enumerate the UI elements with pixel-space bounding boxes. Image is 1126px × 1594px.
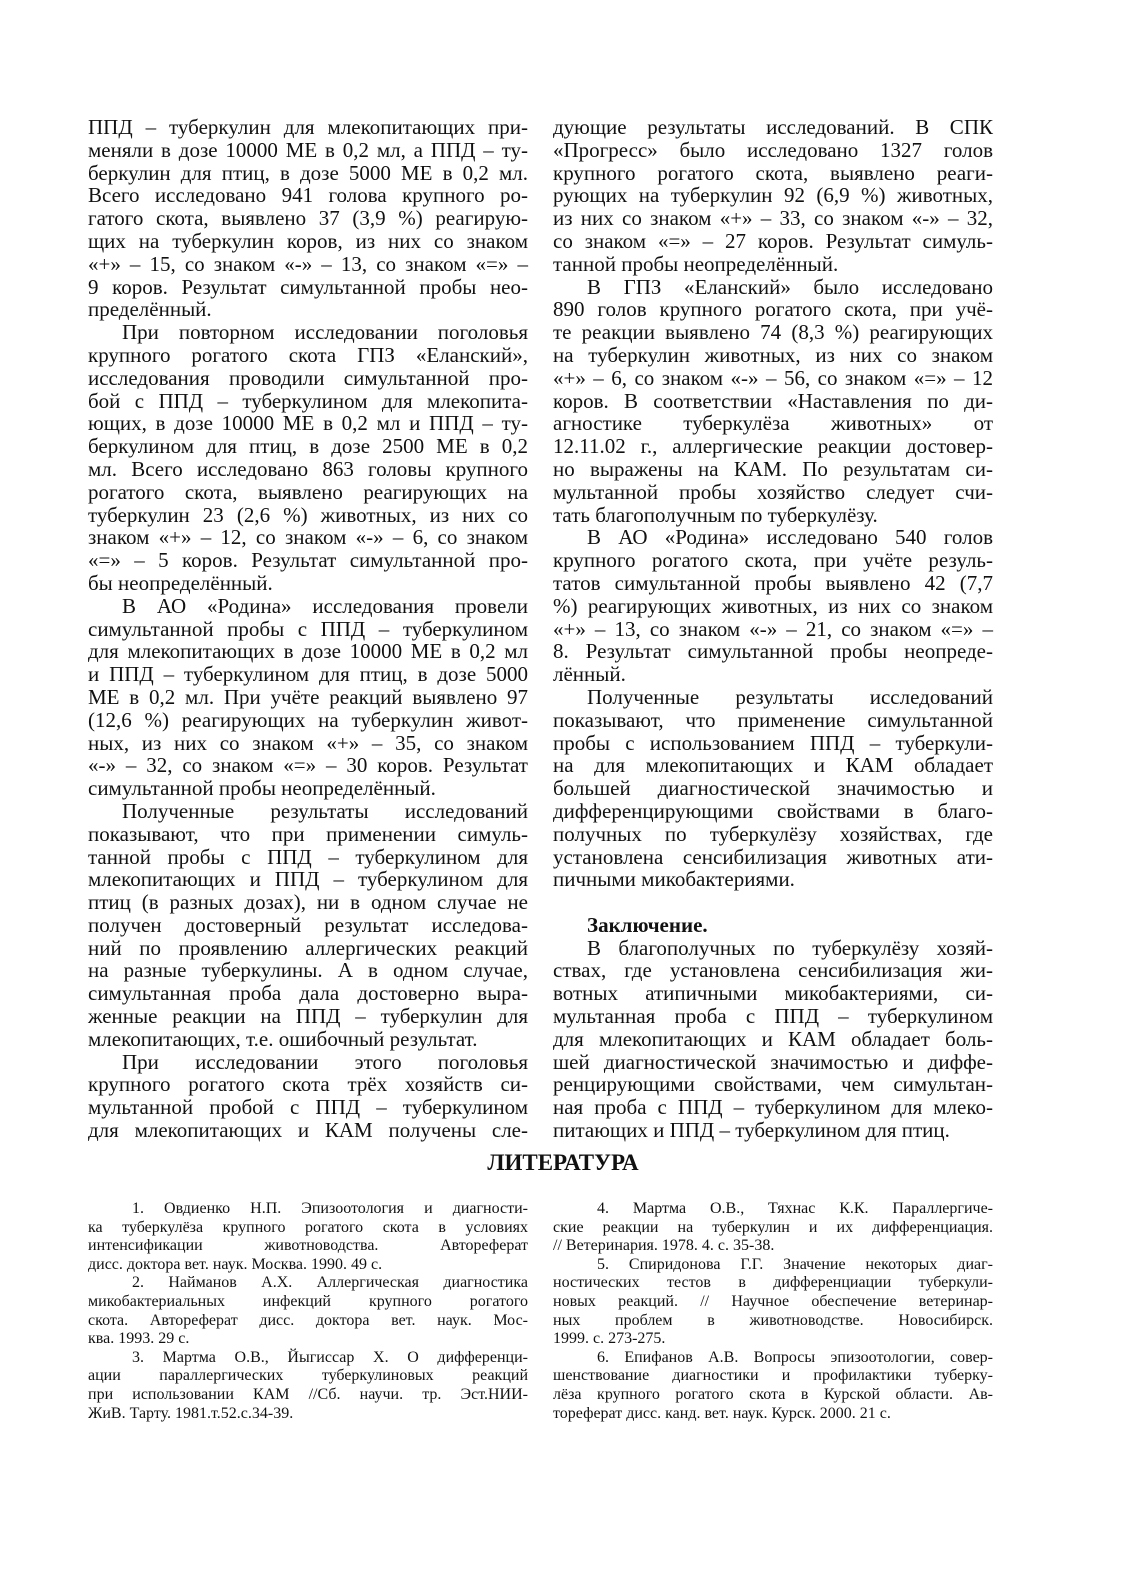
paragraph bbox=[553, 686, 993, 891]
text-line: 8. Результат симультанной пробы неопреде- bbox=[553, 639, 993, 664]
paragraph bbox=[88, 595, 528, 800]
text-line: получен достоверный результат исследова- bbox=[88, 912, 528, 937]
text-line: ностических тестов в дифференциации туберкули- bbox=[553, 1274, 993, 1292]
text-line: %) реагирующих животных, из них со знаком bbox=[553, 593, 993, 618]
text-line: // Ветеринария. 1978. 4. с. 35-38. bbox=[553, 1237, 775, 1255]
text-line: 6. Епифанов А.В. Вопросы эпизоотологии, совер- bbox=[597, 1348, 993, 1366]
paragraph bbox=[88, 1051, 528, 1142]
text-line: 3. Мартма О.В., Йыгиссар Х. О дифференци- bbox=[132, 1348, 528, 1366]
right-text-column bbox=[553, 116, 993, 1142]
text-line: для млекопитающих и КАМ получены сле- bbox=[88, 1118, 528, 1143]
text-line: мл. Всего исследовано 863 головы крупного bbox=[88, 456, 528, 481]
text-line: «+» – 6, со знаком «-» – 56, со знаком «=» – 12 bbox=[553, 365, 993, 390]
text-line: меняли в дозе 10000 МЕ в 0,2 мл, а ППД – ту- bbox=[88, 137, 528, 162]
text-line: для млекопитающих и КАМ обладает боль- bbox=[553, 1026, 993, 1051]
text-line: те реакции выявлено 74 (8,3 %) реагирующих bbox=[553, 320, 993, 345]
text-line: пробы с использованием ППД – туберкули- bbox=[553, 730, 993, 755]
text-line: агностике туберкулёза животных» от bbox=[553, 411, 993, 436]
text-line: «+» – 15, со знаком «-» – 13, со знаком «=» – bbox=[88, 251, 528, 276]
text-line: «=» – 5 коров. Результат симультанной про- bbox=[88, 548, 528, 573]
text-line: танной пробы с ППД – туберкулином для bbox=[88, 844, 528, 869]
text-line: беркулином для птиц, в дозе 2500 МЕ в 0,2 bbox=[88, 434, 528, 459]
text-line: Полученные результаты исследований bbox=[122, 798, 528, 823]
text-line: бы неопределённый. bbox=[88, 570, 273, 595]
text-line: питающих и ППД – туберкулином для птиц. bbox=[553, 1118, 950, 1143]
text-line: знаком «+» – 12, со знаком «-» – 6, со знаком bbox=[88, 525, 528, 550]
text-line: 5. Спиридонова Г.Г. Значение некоторых диаг- bbox=[597, 1255, 993, 1273]
reference-item bbox=[553, 1256, 993, 1349]
text-line: В благополучных по туберкулёзу хозяй- bbox=[587, 935, 993, 960]
text-line: симультанная проба дала достоверно выра- bbox=[88, 981, 528, 1006]
text-line: млекопитающих и ППД – туберкулином для bbox=[88, 867, 528, 892]
text-line: беркулин для птиц, в дозе 5000 МЕ в 0,2 мл. bbox=[88, 160, 528, 185]
text-line: МЕ в 0,2 мл. При учёте реакций выявлено 97 bbox=[88, 684, 528, 709]
text-line: ных проблем в животноводстве. Новосибирск. bbox=[553, 1311, 993, 1329]
text-line: туберкулин 23 (2,6 %) животных, из них со bbox=[88, 502, 528, 527]
text-line: рующих на туберкулин 92 (6,9 %) животных, bbox=[553, 183, 993, 208]
text-line: со знаком «=» – 27 коров. Результат симуль- bbox=[553, 228, 993, 253]
text-line: (12,6 %) реагирующих на туберкулин живот- bbox=[88, 707, 528, 732]
text-line: тать благополучным по туберкулёзу. bbox=[553, 502, 878, 527]
text-line: 12.11.02 г., аллергические реакции достовер- bbox=[553, 434, 993, 459]
text-line: симультанной пробы с ППД – туберкулином bbox=[88, 616, 528, 641]
text-line: ации параллергических туберкулиновых реакций bbox=[88, 1367, 528, 1385]
text-line: мультанной пробы хозяйство следует счи- bbox=[553, 479, 993, 504]
text-line: крупного рогатого скота трёх хозяйств си- bbox=[88, 1072, 528, 1097]
text-line: ющих, в дозе 10000 МЕ в 0,2 мл и ППД – ту- bbox=[88, 411, 528, 436]
text-line: мультанной пробой с ППД – туберкулином bbox=[88, 1095, 528, 1120]
text-line: тореферат дисс. канд. вет. наук. Курск. 2000. 21 с. bbox=[553, 1404, 891, 1422]
text-line: гатого скота, выявлено 37 (3,9 %) реагирую- bbox=[88, 206, 528, 231]
reference-item bbox=[88, 1200, 528, 1274]
text-line: скота. Автореферат дисс. доктора вет. наук. Мос- bbox=[88, 1311, 528, 1329]
text-line: при использовании КАМ //Сб. научи. тр. Эст.НИИ- bbox=[88, 1385, 528, 1403]
text-line: 2. Найманов А.Х. Аллергическая диагностика bbox=[132, 1274, 528, 1292]
paragraph bbox=[88, 321, 528, 595]
references-heading: ЛИТЕРАТУРА bbox=[487, 1150, 639, 1175]
text-line: крупного рогатого скота, при учёте резуль- bbox=[553, 548, 993, 573]
text-line: и ППД – туберкулином для птиц, в дозе 5000 bbox=[88, 662, 528, 687]
text-line: показывают, что применение симультанной bbox=[553, 707, 993, 732]
text-line: татов симультанной пробы выявлено 42 (7,7 bbox=[553, 570, 993, 595]
text-line: женные реакции на ППД – туберкулин для bbox=[88, 1004, 528, 1029]
text-line: дующие результаты исследований. В СПК bbox=[553, 115, 993, 139]
text-line: ных, из них со знаком «+» – 35, со знаком bbox=[88, 730, 528, 755]
text-line: Полученные результаты исследований bbox=[587, 684, 993, 709]
text-line: «+» – 13, со знаком «-» – 21, со знаком «=» – bbox=[553, 616, 993, 641]
text-line: мультанная проба с ППД – туберкулином bbox=[553, 1004, 993, 1029]
reference-item bbox=[88, 1274, 528, 1348]
text-line: ка туберкулёза крупного рогатого скота в условиях bbox=[88, 1218, 528, 1236]
text-line: из них со знаком «+» – 33, со знаком «-» – 32, bbox=[553, 206, 993, 231]
text-line: 9 коров. Результат симультанной пробы нео- bbox=[88, 274, 528, 299]
text-line: получных по туберкулёзу хозяйствах, где bbox=[553, 821, 993, 846]
text-line: но выражены на КАМ. По результатам си- bbox=[553, 456, 993, 481]
text-line: рогатого скота, выявлено реагирующих на bbox=[88, 479, 528, 504]
text-line: «Прогресс» было исследовано 1327 голов bbox=[553, 137, 993, 162]
paragraph bbox=[88, 116, 528, 321]
text-line: крупного рогатого скота, выявлено реаги- bbox=[553, 160, 993, 185]
text-line: ствах, где установлена сенсибилизация жи- bbox=[553, 958, 993, 983]
text-line: симультанной пробы неопределённый. bbox=[88, 776, 436, 801]
text-line: крупного рогатого скота ГПЗ «Еланский», bbox=[88, 342, 528, 367]
references-left-column bbox=[88, 1200, 528, 1423]
text-line: большей диагностической значимостью и bbox=[553, 776, 993, 801]
text-line: дисс. доктора вет. наук. Москва. 1990. 49 с. bbox=[88, 1255, 383, 1273]
paragraph bbox=[553, 526, 993, 686]
reference-item bbox=[553, 1200, 993, 1256]
text-line: ний по проявлению аллергических реакций bbox=[88, 935, 528, 960]
text-line: новых реакций. // Научное обеспечение ветеринар- bbox=[553, 1292, 993, 1310]
text-line: В АО «Родина» исследования провели bbox=[122, 593, 528, 618]
text-line: ЖиВ. Тарту. 1981.т.52.с.34-39. bbox=[88, 1404, 294, 1422]
paragraph bbox=[553, 891, 993, 914]
paragraph bbox=[553, 276, 993, 527]
left-text-column bbox=[88, 116, 528, 1142]
text-line: ная проба с ППД – туберкулином для млеко- bbox=[553, 1095, 993, 1120]
text-line: дифференцирующими свойствами в благо- bbox=[553, 798, 993, 823]
text-line: млекопитающих, т.е. ошибочный результат. bbox=[88, 1026, 478, 1051]
paragraph bbox=[553, 937, 993, 1142]
text-line: ППД – туберкулин для млекопитающих при- bbox=[88, 115, 528, 139]
text-line: пределённый. bbox=[88, 297, 212, 322]
paragraph bbox=[88, 800, 528, 1051]
paragraph bbox=[553, 116, 993, 276]
text-line: шенствование диагностики и профилактики туберку- bbox=[553, 1367, 993, 1385]
text-line: для млекопитающих в дозе 10000 МЕ в 0,2 мл bbox=[88, 639, 528, 664]
text-line: щих на туберкулин коров, из них со знаком bbox=[88, 228, 528, 253]
text-line: пичными микобактериями. bbox=[553, 867, 795, 892]
text-line: установлена сенсибилизация животных ати- bbox=[553, 844, 993, 869]
text-line: вотных атипичными микобактериями, си- bbox=[553, 981, 993, 1006]
reference-item bbox=[88, 1349, 528, 1423]
text-line: бой с ППД – туберкулином для млекопита- bbox=[88, 388, 528, 413]
text-line: на туберкулин животных, из них со знаком bbox=[553, 342, 993, 367]
text-line: интенсификации животноводства. Автореферат bbox=[88, 1237, 528, 1255]
text-line: При исследовании этого поголовья bbox=[122, 1049, 528, 1074]
text-line: на разные туберкулины. А в одном случае, bbox=[88, 958, 528, 983]
text-line: птиц (в разных дозах), ни в одном случае не bbox=[88, 890, 528, 915]
text-line: шей диагностической значимостью и диффе- bbox=[553, 1049, 993, 1074]
text-line: на для млекопитающих и КАМ обладает bbox=[553, 753, 993, 778]
text-line: лёза крупного рогатого скота в Курской области. Ав- bbox=[553, 1385, 993, 1403]
text-line: 890 голов крупного рогатого скота, при учё- bbox=[553, 297, 993, 322]
text-line: коров. В соответствии «Наставления по ди- bbox=[553, 388, 993, 413]
text-line: 1. Овдиенко Н.П. Эпизоотология и диагности- bbox=[132, 1200, 528, 1217]
references-right-column bbox=[553, 1200, 993, 1423]
text-line: 1999. с. 273-275. bbox=[553, 1330, 666, 1348]
text-line: «-» – 32, со знаком «=» – 30 коров. Результат bbox=[88, 753, 528, 778]
text-line: Всего исследовано 941 голова крупного ро- bbox=[88, 183, 528, 208]
text-line: показывают, что при применении симуль- bbox=[88, 821, 528, 846]
reference-item bbox=[553, 1349, 993, 1423]
text-line: танной пробы неопределённый. bbox=[553, 251, 839, 276]
text-line: микобактериальных инфекций крупного рогатого bbox=[88, 1292, 528, 1310]
text-line: Заключение. bbox=[587, 912, 708, 937]
text-line: ские реакции на туберкулин и их дифференциация. bbox=[553, 1218, 993, 1236]
text-line: ренцирующими свойствами, чем симультан- bbox=[553, 1072, 993, 1097]
text-line: 4. Мартма О.В., Тяхнас К.К. Параллергиче- bbox=[597, 1200, 993, 1217]
text-line: лённый. bbox=[553, 662, 626, 687]
text-line: В ГПЗ «Еланский» было исследовано bbox=[587, 274, 993, 299]
text-line: ква. 1993. 29 с. bbox=[88, 1330, 190, 1348]
text-line: В АО «Родина» исследовано 540 голов bbox=[587, 525, 993, 550]
section-heading bbox=[553, 914, 993, 937]
text-line: исследования проводили симультанной про- bbox=[88, 365, 528, 390]
text-line: При повторном исследовании поголовья bbox=[122, 320, 528, 345]
